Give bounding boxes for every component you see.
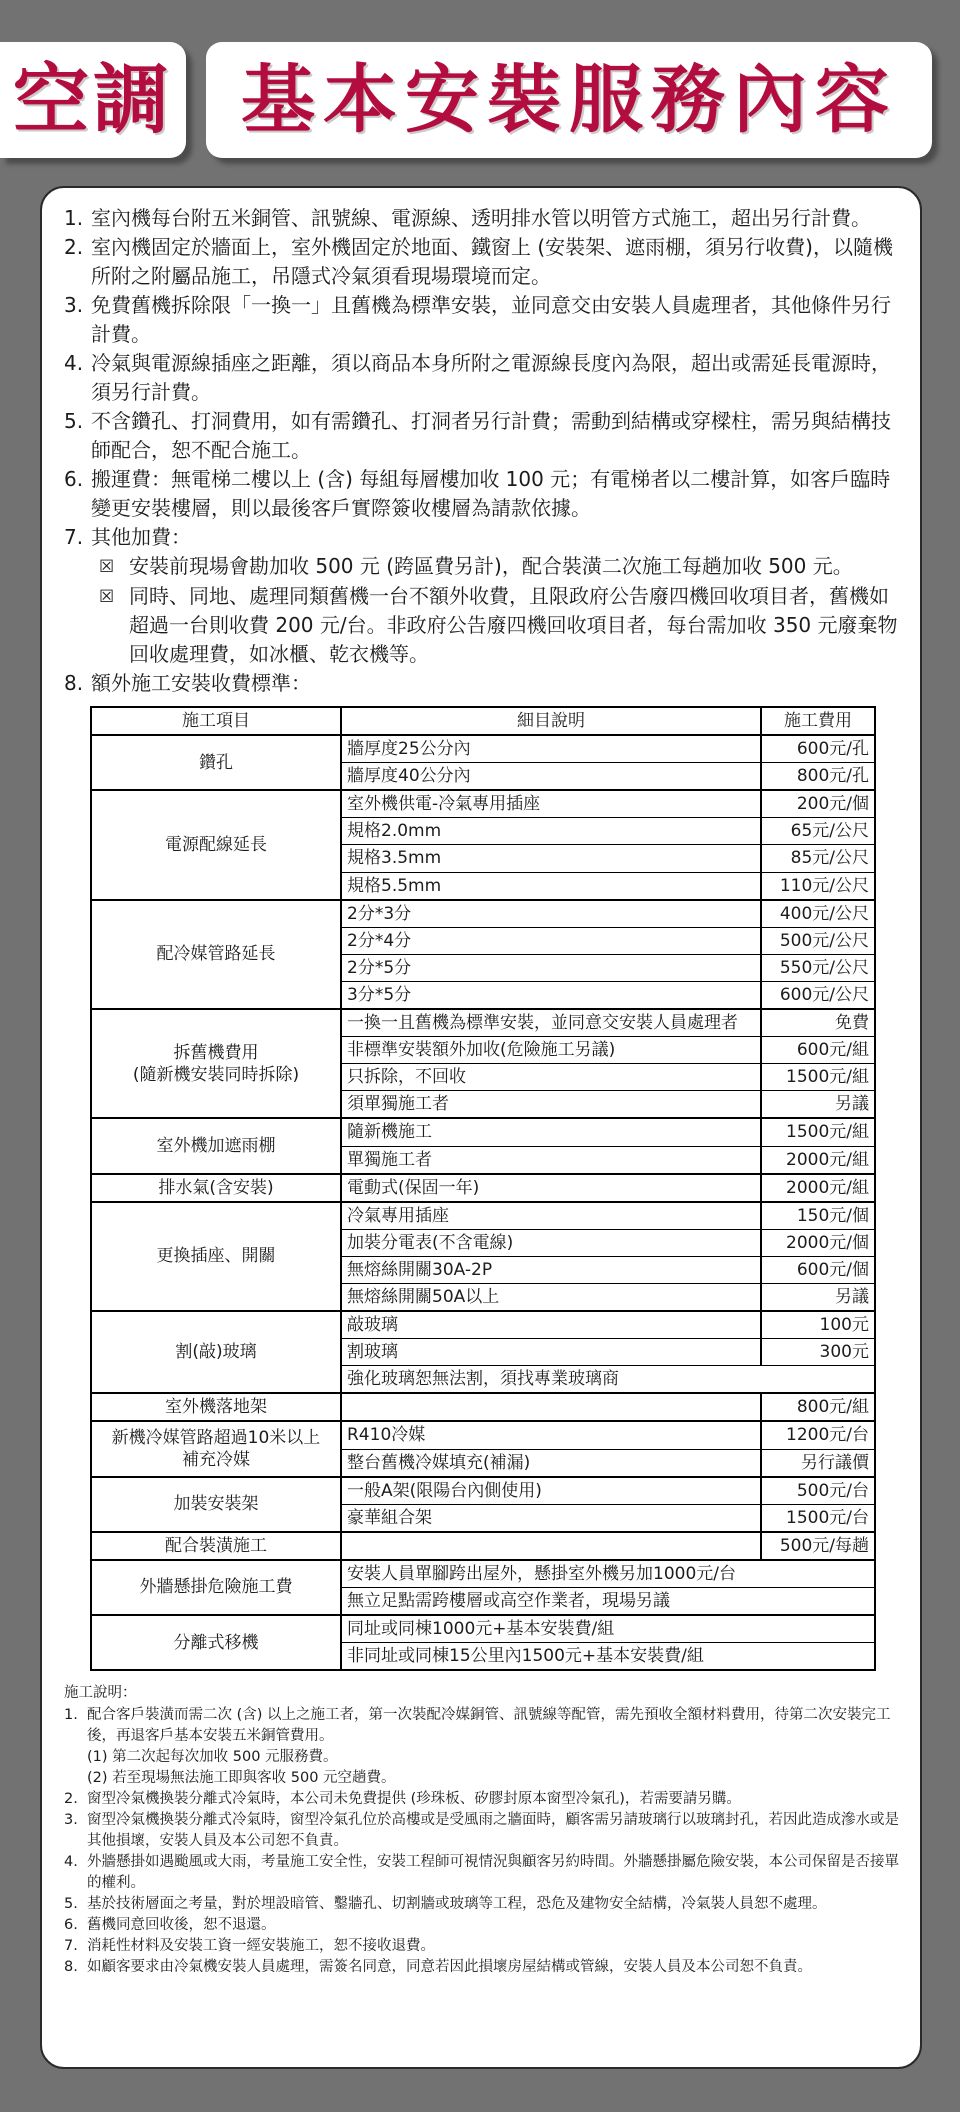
notes-section	[64, 1683, 902, 1978]
fee-detail-cell: 規格5.5mm	[341, 872, 761, 900]
term-line: 室內機每台附五米銅管、訊號線、電源線、透明排水管以明管方式施工，超出另行計費。	[91, 206, 871, 230]
fee-table-row	[91, 1615, 875, 1643]
term-sub-text: 同時、同地、處理同類舊機一台不額外收費，且限政府公告廢四機回收項目者，舊機如超過一台則收費 200 元/台。非政府公告廢四機回收項目者，每台需加收 350 元廢棄物回收處理費，如冰櫃、乾衣機等。	[129, 584, 898, 666]
fee-item-line: 室外機加遮雨棚	[156, 1135, 276, 1156]
fee-item-cell	[91, 790, 341, 899]
fee-item-line: 外牆懸掛危險施工費	[139, 1577, 293, 1598]
term-text	[91, 204, 902, 233]
fee-detail-cell	[341, 1532, 761, 1560]
term-line: 其他加費：	[91, 525, 191, 549]
term-number: 8.	[64, 671, 84, 695]
term-number: 6.	[64, 467, 84, 491]
fee-item-cell	[91, 900, 341, 1009]
fee-detail-cell: 牆厚度25公分內	[341, 735, 761, 763]
term-line: 冷氣與電源線插座之距離，須以商品本身所附之電源線長度內為限，超出或需延長電源時，須另行計費。	[91, 351, 891, 404]
fee-amount-cell: 500元/公尺	[761, 927, 875, 954]
fee-detail-cell: 非同址或同棟15公里內1500元+基本安裝費/組	[341, 1643, 875, 1671]
fee-item-line: 更換插座、開關	[156, 1246, 276, 1267]
fee-item-cell	[91, 1615, 341, 1670]
note-text	[87, 1810, 902, 1852]
term-item	[64, 465, 902, 523]
fee-detail-cell: 單獨施工者	[341, 1146, 761, 1174]
fee-detail-cell: 2分*4分	[341, 927, 761, 954]
note-text	[87, 1705, 902, 1789]
fee-item-cell	[91, 1202, 341, 1311]
fee-item-cell	[91, 1118, 341, 1173]
fee-amount-cell: 2000元/組	[761, 1174, 875, 1202]
fee-detail-cell: 規格3.5mm	[341, 845, 761, 872]
fee-amount-cell: 400元/公尺	[761, 900, 875, 928]
note-number: 8.	[64, 1959, 78, 1976]
fee-item-line: 分離式移機	[173, 1632, 259, 1653]
note-line: 舊機同意回收後，恕不退還。	[87, 1917, 276, 1934]
fee-amount-cell: 另行議價	[761, 1449, 875, 1477]
note-line: 窗型冷氣機換裝分離式冷氣時，本公司未免費提供 (珍珠板、矽膠封原本窗型冷氣孔)，若需要請另購。	[87, 1791, 741, 1808]
note-line: 消耗性材料及安裝工資一經安裝施工，恕不接收退費。	[87, 1938, 435, 1955]
fee-amount-cell: 150元/個	[761, 1202, 875, 1230]
term-number: 7.	[64, 525, 84, 549]
fee-table-row	[91, 790, 875, 818]
term-line: 免費舊機拆除限「一換一」且舊機為標準安裝，並同意交由安裝人員處理者，其他條件另行計費。	[91, 293, 891, 346]
note-number: 1.	[64, 1707, 78, 1724]
fee-detail-cell: 2分*3分	[341, 900, 761, 928]
fee-amount-cell: 免費	[761, 1009, 875, 1037]
fee-item-cell	[91, 1311, 341, 1393]
notes-title: 施工說明：	[64, 1685, 137, 1702]
page-title-aircon: 空調	[13, 55, 173, 144]
fee-amount-cell: 1500元/台	[761, 1504, 875, 1532]
fee-amount-cell: 1500元/組	[761, 1064, 875, 1091]
fee-item-cell	[91, 1174, 341, 1202]
term-number: 3.	[64, 293, 84, 317]
fee-item-cell	[91, 1560, 341, 1615]
fee-detail-cell: 規格2.0mm	[341, 818, 761, 845]
fee-item-cell	[91, 735, 341, 790]
fee-amount-cell: 2000元/組	[761, 1146, 875, 1174]
content-panel	[40, 186, 922, 2069]
fee-detail-cell: 割玻璃	[341, 1339, 761, 1366]
note-sub-line: (2) 若至現場無法施工即與客收 500 元空趟費。	[87, 1770, 396, 1787]
note-line: 如顧客要求由冷氣機安裝人員處理，需簽名同意，同意若因此損壞房屋結構或管線，安裝人員及本公司恕不負責。	[87, 1959, 812, 1976]
col-header-fee: 施工費用	[761, 707, 875, 735]
fee-item-line: 配合裝潢施工	[165, 1535, 267, 1556]
page-title-main: 基本安裝服務內容	[241, 57, 897, 143]
fee-amount-cell: 另議	[761, 1283, 875, 1311]
note-item	[64, 1789, 902, 1810]
term-item	[64, 291, 902, 349]
note-text	[87, 1852, 902, 1894]
term-text	[91, 349, 902, 407]
fee-item-line: 鑽孔	[199, 752, 233, 773]
fee-amount-cell: 65元/公尺	[761, 818, 875, 845]
note-number: 7.	[64, 1938, 78, 1955]
term-number: 1.	[64, 206, 84, 230]
fee-amount-cell: 1200元/台	[761, 1421, 875, 1449]
fee-amount-cell: 800元/孔	[761, 763, 875, 791]
term-line: 室內機固定於牆面上，室外機固定於地面、鐵窗上 (安裝架、遮雨棚，須另行收費)，以隨機所附之附屬品施工，吊隱式冷氣須看現場環境而定。	[91, 235, 893, 288]
fee-amount-cell: 110元/公尺	[761, 872, 875, 900]
fee-table-row	[91, 1393, 875, 1421]
fee-amount-cell: 85元/公尺	[761, 845, 875, 872]
fee-detail-cell: 非標準安裝額外加收(危險施工另議)	[341, 1037, 761, 1064]
term-text	[91, 291, 902, 349]
term-sub-item	[99, 552, 902, 582]
fee-item-line: 室外機落地架	[165, 1397, 267, 1418]
fee-amount-cell: 2000元/個	[761, 1229, 875, 1256]
note-item	[64, 1957, 902, 1978]
terms-list	[64, 204, 902, 698]
term-number: 5.	[64, 409, 84, 433]
fee-item-cell	[91, 1532, 341, 1560]
fee-item-cell	[91, 1477, 341, 1532]
note-number: 3.	[64, 1812, 78, 1829]
note-item	[64, 1894, 902, 1915]
fee-detail-cell: 無熔絲開關50A以上	[341, 1283, 761, 1311]
fee-amount-cell: 800元/組	[761, 1393, 875, 1421]
fee-item-cell	[91, 1421, 341, 1476]
term-text	[91, 669, 902, 698]
fee-detail-cell: 同址或同棟1000元+基本安裝費/組	[341, 1615, 875, 1643]
fee-detail-cell: 3分*5分	[341, 981, 761, 1009]
fee-amount-cell: 300元	[761, 1339, 875, 1366]
term-item	[64, 669, 902, 698]
note-line: 外牆懸掛如遇颱風或大雨，考量施工安全性，安裝工程師可視情況與顧客另約時間。外牆懸掛屬危險安裝，本公司保留是否接單的權利。	[87, 1854, 899, 1892]
fee-amount-cell: 另議	[761, 1091, 875, 1119]
note-item	[64, 1915, 902, 1936]
fee-table-row	[91, 1174, 875, 1202]
fee-item-line: 電源配線延長	[165, 834, 267, 855]
fee-amount-cell: 500元/每趟	[761, 1532, 875, 1560]
note-number: 6.	[64, 1917, 78, 1934]
note-item	[64, 1936, 902, 1957]
term-line: 不含鑽孔、打洞費用，如有需鑽孔、打洞者另行計費；需動到結構或穿樑柱，需另與結構技師配合，恕不配合施工。	[91, 409, 891, 462]
fee-detail-cell: 整台舊機冷媒填充(補漏)	[341, 1449, 761, 1477]
fee-item-cell	[91, 1009, 341, 1118]
fee-detail-cell: 安裝人員單腳跨出屋外，懸掛室外機另加1000元/台	[341, 1560, 875, 1588]
term-item	[64, 407, 902, 465]
term-sub-text: 安裝前現場會勘加收 500 元 (跨區費另計)，配合裝潢二次施工每趟加收 500 元。	[129, 554, 853, 578]
term-number: 2.	[64, 235, 84, 259]
fee-detail-cell: 強化玻璃恕無法割，須找專業玻璃商	[341, 1366, 875, 1394]
fee-table	[90, 706, 876, 1671]
fee-item-line: 割(敲)玻璃	[175, 1342, 257, 1363]
note-line: 窗型冷氣機換裝分離式冷氣時，窗型冷氣孔位於高樓或是受風雨之牆面時，顧客需另請玻璃行以玻璃封孔，若因此造成滲水或是其他損壞，安裝人員及本公司恕不負責。	[87, 1812, 899, 1850]
note-text	[87, 1915, 902, 1936]
fee-item-line: 加裝安裝架	[173, 1494, 259, 1515]
note-number: 2.	[64, 1791, 78, 1808]
fee-detail-cell: 敲玻璃	[341, 1311, 761, 1339]
fee-item-line: 補充冷媒	[182, 1450, 250, 1471]
fee-detail-cell: R410冷媒	[341, 1421, 761, 1449]
fee-amount-cell: 100元	[761, 1311, 875, 1339]
fee-amount-cell: 1500元/組	[761, 1118, 875, 1146]
fee-table-row	[91, 1477, 875, 1505]
note-number: 5.	[64, 1896, 78, 1913]
fee-amount-cell: 600元/組	[761, 1037, 875, 1064]
fee-detail-cell: 豪華組合架	[341, 1504, 761, 1532]
term-sub-item	[99, 582, 902, 669]
fee-amount-cell: 600元/公尺	[761, 981, 875, 1009]
note-sub-line: (1) 第二次起每次加收 500 元服務費。	[87, 1749, 338, 1766]
term-line: 搬運費：無電梯二樓以上 (含) 每組每層樓加收 100 元；有電梯者以二樓計算，如客戶臨時變更安裝樓層，則以最後客戶實際簽收樓層為請款依據。	[91, 467, 891, 520]
fee-detail-cell: 無立足點需跨樓層或高空作業者，現場另議	[341, 1588, 875, 1616]
fee-detail-cell: 電動式(保固一年)	[341, 1174, 761, 1202]
fee-detail-cell: 2分*5分	[341, 954, 761, 981]
term-text	[91, 407, 902, 465]
note-number: 4.	[64, 1854, 78, 1871]
fee-amount-cell: 550元/公尺	[761, 954, 875, 981]
title-box-main	[206, 42, 932, 158]
note-text	[87, 1957, 902, 1978]
fee-table-row	[91, 1118, 875, 1146]
fee-item-line: 拆舊機費用	[173, 1042, 259, 1063]
fee-table-row	[91, 1009, 875, 1037]
note-text	[87, 1789, 902, 1810]
fee-table-row	[91, 1532, 875, 1560]
table-header-row	[91, 707, 875, 735]
term-text	[91, 523, 902, 669]
fee-item-line: 配冷媒管路延長	[156, 944, 276, 965]
fee-detail-cell: 牆厚度40公分內	[341, 763, 761, 791]
checkbox-x-icon: ☒	[99, 557, 115, 577]
fee-table-header	[91, 707, 875, 735]
fee-detail-cell: 一般A架(限陽台內側使用)	[341, 1477, 761, 1505]
col-header-detail: 細目說明	[341, 707, 761, 735]
term-text	[91, 465, 902, 523]
note-item	[64, 1810, 902, 1852]
fee-table-row	[91, 1311, 875, 1339]
fee-detail-cell: 室外機供電-冷氣專用插座	[341, 790, 761, 818]
fee-item-line: 排水氣(含安裝)	[158, 1177, 274, 1198]
term-item	[64, 523, 902, 669]
title-box-aircon	[0, 42, 186, 158]
note-item	[64, 1705, 902, 1789]
fee-detail-cell: 冷氣專用插座	[341, 1202, 761, 1230]
fee-item-line: 新機冷媒管路超過10米以上	[111, 1427, 321, 1448]
fee-detail-cell: 無熔絲開關30A-2P	[341, 1256, 761, 1283]
note-line: 基於技術層面之考量，對於埋設暗管、鑿牆孔、切割牆或玻璃等工程，恐危及建物安全結構，冷氣裝人員恕不處理。	[87, 1896, 827, 1913]
fee-detail-cell: 一換一且舊機為標準安裝，並同意交安裝人員處理者	[341, 1009, 761, 1037]
fee-detail-cell	[341, 1393, 761, 1421]
term-item	[64, 349, 902, 407]
term-text	[91, 233, 902, 291]
note-text	[87, 1936, 902, 1957]
fee-table-row	[91, 1560, 875, 1588]
term-item	[64, 233, 902, 291]
fee-detail-cell: 須單獨施工者	[341, 1091, 761, 1119]
fee-amount-cell: 600元/個	[761, 1256, 875, 1283]
note-line: 配合客戶裝潢而需二次 (含) 以上之施工者，第一次裝配冷媒銅管、訊號線等配管，需先預收全額材料費用，待第二次安裝完工後，再退客戶基本安裝五米銅管費用。	[87, 1707, 891, 1745]
notes-list	[64, 1705, 902, 1978]
fee-amount-cell: 500元/台	[761, 1477, 875, 1505]
fee-detail-cell: 隨新機施工	[341, 1118, 761, 1146]
fee-amount-cell: 200元/個	[761, 790, 875, 818]
fee-item-cell	[91, 1393, 341, 1421]
fee-table-row	[91, 1202, 875, 1230]
fee-table-body	[91, 735, 875, 1670]
note-item	[64, 1852, 902, 1894]
fee-table-row	[91, 1421, 875, 1449]
fee-detail-cell: 加裝分電表(不含電線)	[341, 1229, 761, 1256]
fee-table-row	[91, 900, 875, 928]
term-item	[64, 204, 902, 233]
fee-amount-cell: 600元/孔	[761, 735, 875, 763]
fee-table-row	[91, 735, 875, 763]
term-number: 4.	[64, 351, 84, 375]
fee-item-line: (隨新機安裝同時拆除)	[132, 1064, 300, 1085]
checkbox-x-icon: ☒	[99, 587, 115, 607]
term-line: 額外施工安裝收費標準：	[91, 671, 311, 695]
fee-detail-cell: 只拆除，不回收	[341, 1064, 761, 1091]
col-header-item: 施工項目	[91, 707, 341, 735]
note-text	[87, 1894, 902, 1915]
